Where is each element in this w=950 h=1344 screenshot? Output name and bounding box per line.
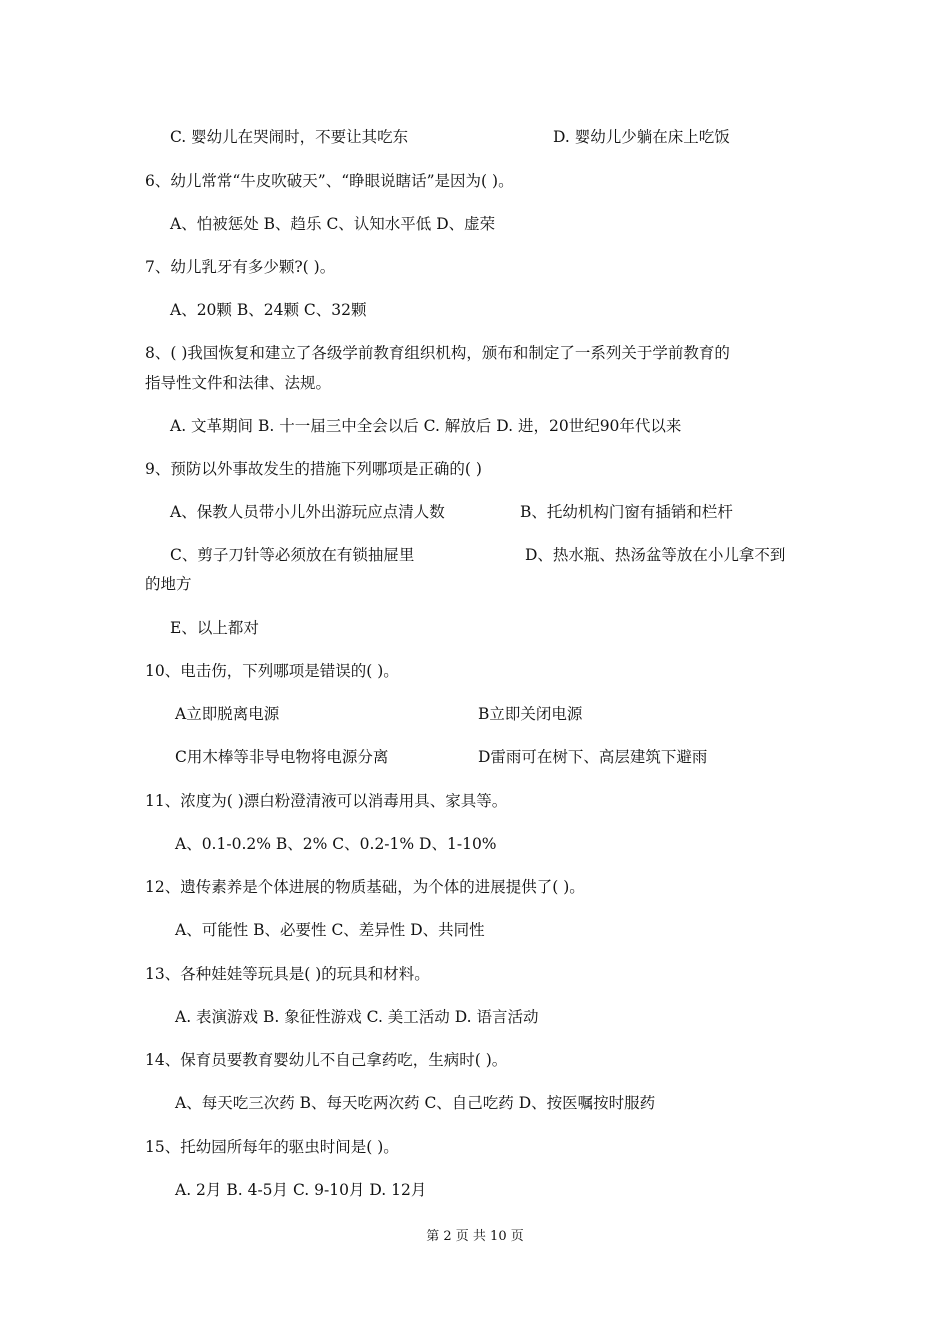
- question-8-continued: 指导性文件和法律、法规。: [145, 374, 332, 392]
- question-8-options: A. 文革期间 B. 十一届三中全会以后 C. 解放后 D. 进，20世纪90年代以来: [170, 417, 682, 435]
- question-9-option-d-continued: 的地方: [145, 575, 192, 593]
- question-14: 14、保育员要教育婴幼儿不自己拿药吃，生病时( )。: [145, 1051, 508, 1069]
- question-11: 11、浓度为( )漂白粉澄清液可以消毒用具、家具等。: [145, 792, 508, 810]
- question-12-options: A、可能性 B、必要性 C、差异性 D、共同性: [175, 921, 485, 939]
- question-15: 15、托幼园所每年的驱虫时间是( )。: [145, 1138, 399, 1156]
- question-10-option-b: B立即关闭电源: [478, 705, 583, 723]
- question-9-option-c: C、剪子刀针等必须放在有锁抽屉里: [170, 546, 415, 564]
- question-9-option-d: D、热水瓶、热汤盆等放在小儿拿不到: [525, 546, 786, 564]
- question-8: 8、( )我国恢复和建立了各级学前教育组织机构，颁布和制定了一系列关于学前教育的: [145, 344, 730, 362]
- question-15-options: A. 2月 B. 4-5月 C. 9-10月 D. 12月: [175, 1181, 427, 1199]
- question-11-options: A、0.1-0.2% B、2% C、0.2-1% D、1-10%: [175, 835, 497, 853]
- question-6-options: A、怕被惩处 B、趋乐 C、认知水平低 D、虚荣: [170, 215, 496, 233]
- question-9: 9、预防以外事故发生的措施下列哪项是正确的( ): [145, 460, 482, 478]
- question-7: 7、幼儿乳牙有多少颗?( )。: [145, 258, 336, 276]
- question-10-option-c: C用木棒等非导电物将电源分离: [175, 748, 389, 766]
- question-6: 6、幼儿常常“牛皮吹破天”、“睁眼说瞎话”是因为( )。: [145, 172, 514, 190]
- page-footer: 第 2 页 共 10 页: [426, 1229, 524, 1244]
- question-9-option-b: B、托幼机构门窗有插销和栏杆: [520, 503, 733, 521]
- question-12: 12、遗传素养是个体进展的物质基础，为个体的进展提供了( )。: [145, 878, 585, 896]
- q5-option-d: D. 婴幼儿少躺在床上吃饭: [553, 128, 730, 146]
- question-7-options: A、20颗 B、24颗 C、32颗: [170, 301, 367, 319]
- question-10-option-a: A立即脱离电源: [175, 705, 280, 723]
- question-9-option-e: E、以上都对: [170, 619, 259, 637]
- q5-option-c: C. 婴幼儿在哭闹时，不要让其吃东: [170, 128, 409, 146]
- question-9-option-a: A、保教人员带小儿外出游玩应点清人数: [170, 503, 445, 521]
- question-14-options: A、每天吃三次药 B、每天吃两次药 C、自己吃药 D、按医嘱按时服药: [175, 1094, 656, 1112]
- question-10: 10、电击伤，下列哪项是错误的( )。: [145, 662, 399, 680]
- question-13-options: A. 表演游戏 B. 象征性游戏 C. 美工活动 D. 语言活动: [175, 1008, 539, 1026]
- question-13: 13、各种娃娃等玩具是( )的玩具和材料。: [145, 965, 430, 983]
- question-10-option-d: D雷雨可在树下、高层建筑下避雨: [478, 748, 708, 766]
